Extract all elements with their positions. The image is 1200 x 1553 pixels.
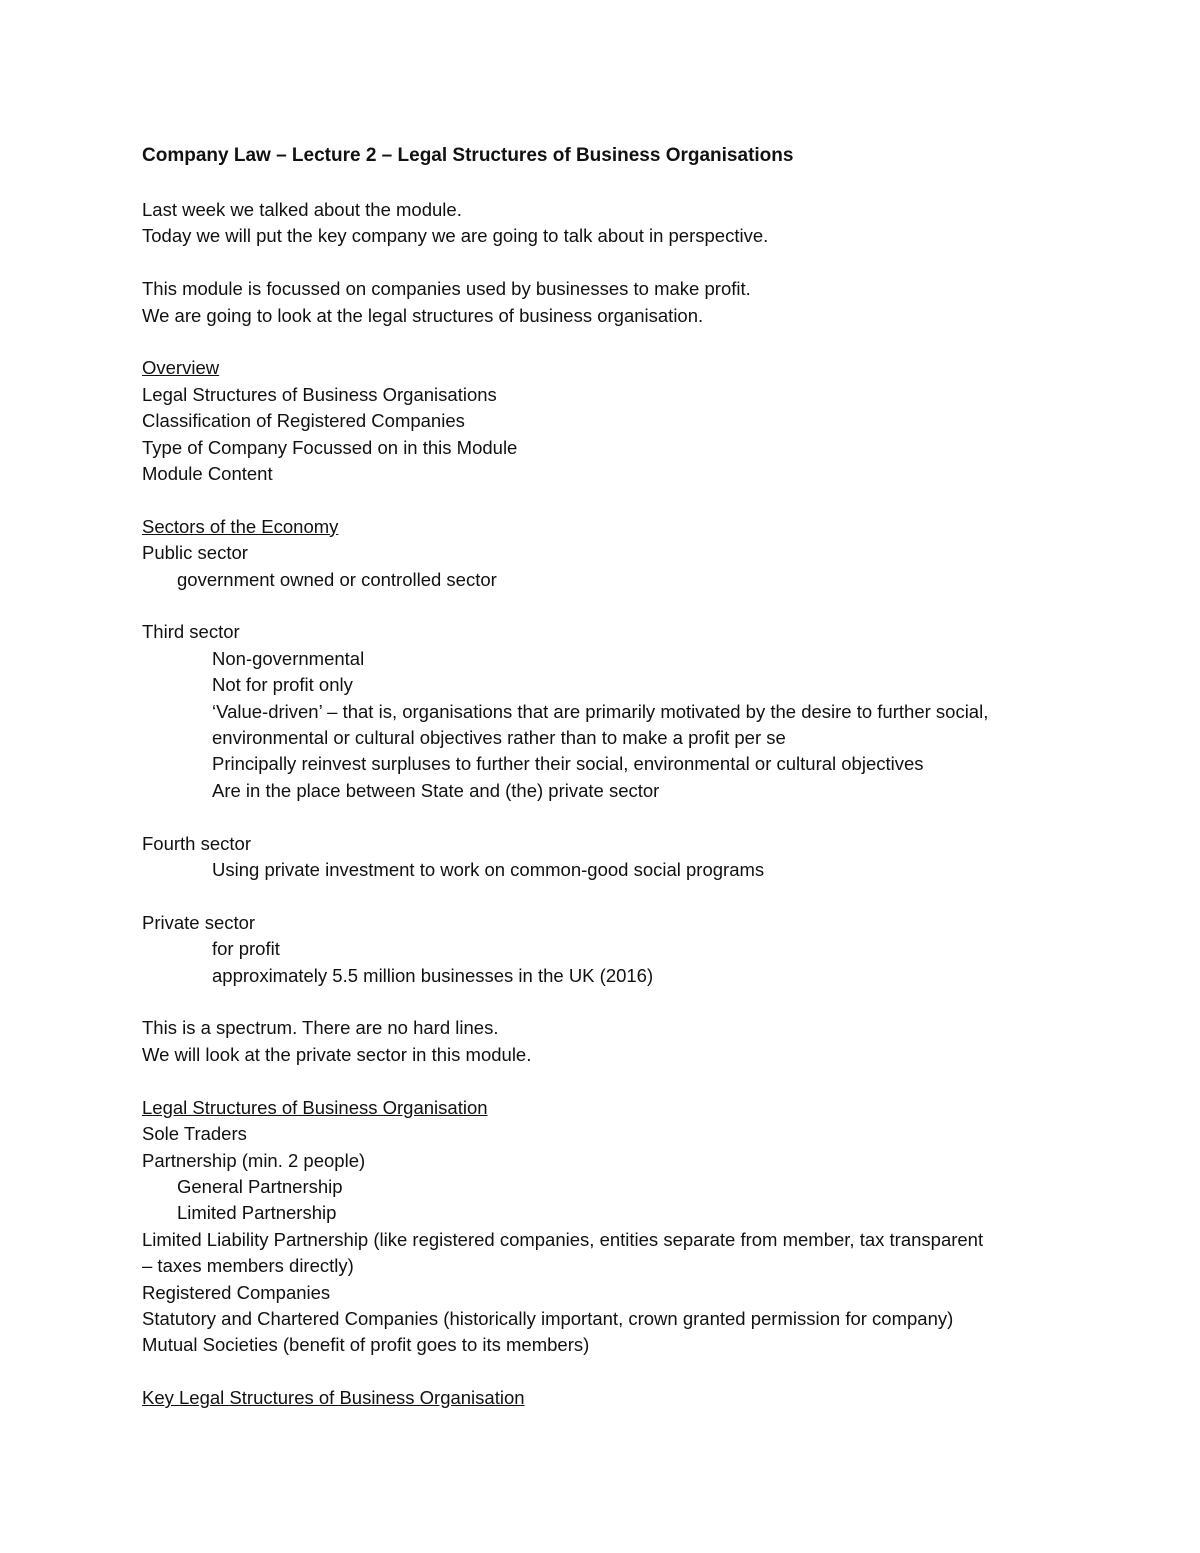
registered-companies-line: Registered Companies [142, 1281, 331, 1303]
document-page [142, 143, 1102, 1412]
mutual-societies-line: Mutual Societies (benefit of profit goes to its members) [142, 1334, 590, 1356]
spacer [142, 1359, 1102, 1385]
partnership-line: Partnership (min. 2 people) [142, 1149, 366, 1171]
overview-item: Module Content [142, 463, 273, 485]
spacer [142, 487, 1102, 513]
overview-item: Classification of Registered Companies [142, 410, 465, 432]
intro-line: Today we will put the key company we are going to talk about in perspective. [142, 225, 769, 247]
fourth-sector-label: Fourth sector [142, 832, 251, 854]
spectrum-line: This is a spectrum. There are no hard lines. [142, 1017, 499, 1039]
partnership-type: Limited Partnership [177, 1202, 337, 1224]
focus-line: We are going to look at the legal structures of business organisation. [142, 304, 704, 326]
fourth-sector-item: Using private investment to work on common-good social programs [212, 859, 765, 881]
partnership-type: General Partnership [177, 1175, 343, 1197]
third-sector-item: Not for profit only [212, 674, 353, 696]
public-sector-item: government owned or controlled sector [177, 568, 497, 590]
spacer [142, 883, 1102, 909]
spacer [142, 593, 1102, 619]
overview-heading: Overview [142, 357, 220, 379]
sectors-heading: Sectors of the Economy [142, 515, 339, 537]
overview-item: Type of Company Focussed on in this Module [142, 436, 518, 458]
spectrum-line: We will look at the private sector in this module. [142, 1043, 532, 1065]
private-sector-item: for profit [212, 938, 280, 960]
spacer [142, 989, 1102, 1015]
spacer [142, 329, 1102, 355]
spacer [142, 804, 1102, 830]
private-sector-label: Private sector [142, 911, 256, 933]
legal-structures-heading: Legal Structures of Business Organisation [142, 1096, 488, 1118]
llp-line: Limited Liability Partnership (like registered companies, entities separate from member, tax transparent [142, 1228, 984, 1250]
third-sector-item: Non-governmental [212, 647, 365, 669]
third-sector-item: Principally reinvest surpluses to further their social, environmental or cultural objectives [212, 753, 924, 775]
third-sector-item: ‘Value-driven’ – that is, organisations that are primarily motivated by the desire to further social, [212, 700, 989, 722]
document-title: Company Law – Lecture 2 – Legal Structures of Business Organisations [142, 145, 794, 166]
overview-item: Legal Structures of Business Organisations [142, 383, 497, 405]
llp-line-continued: – taxes members directly) [142, 1255, 354, 1277]
statutory-companies-line: Statutory and Chartered Companies (historically important, crown granted permission for company) [142, 1307, 954, 1329]
spacer [142, 1068, 1102, 1094]
key-structures-heading: Key Legal Structures of Business Organisation [142, 1387, 525, 1409]
public-sector-label: Public sector [142, 542, 248, 564]
focus-line: This module is focussed on companies used by businesses to make profit. [142, 278, 751, 300]
private-sector-item: approximately 5.5 million businesses in the UK (2016) [212, 964, 654, 986]
sole-traders-line: Sole Traders [142, 1123, 247, 1145]
intro-line: Last week we talked about the module. [142, 199, 462, 220]
third-sector-label: Third sector [142, 621, 240, 643]
spacer [142, 250, 1102, 276]
third-sector-item: environmental or cultural objectives rather than to make a profit per se [212, 727, 786, 749]
third-sector-item: Are in the place between State and (the) private sector [212, 779, 660, 801]
